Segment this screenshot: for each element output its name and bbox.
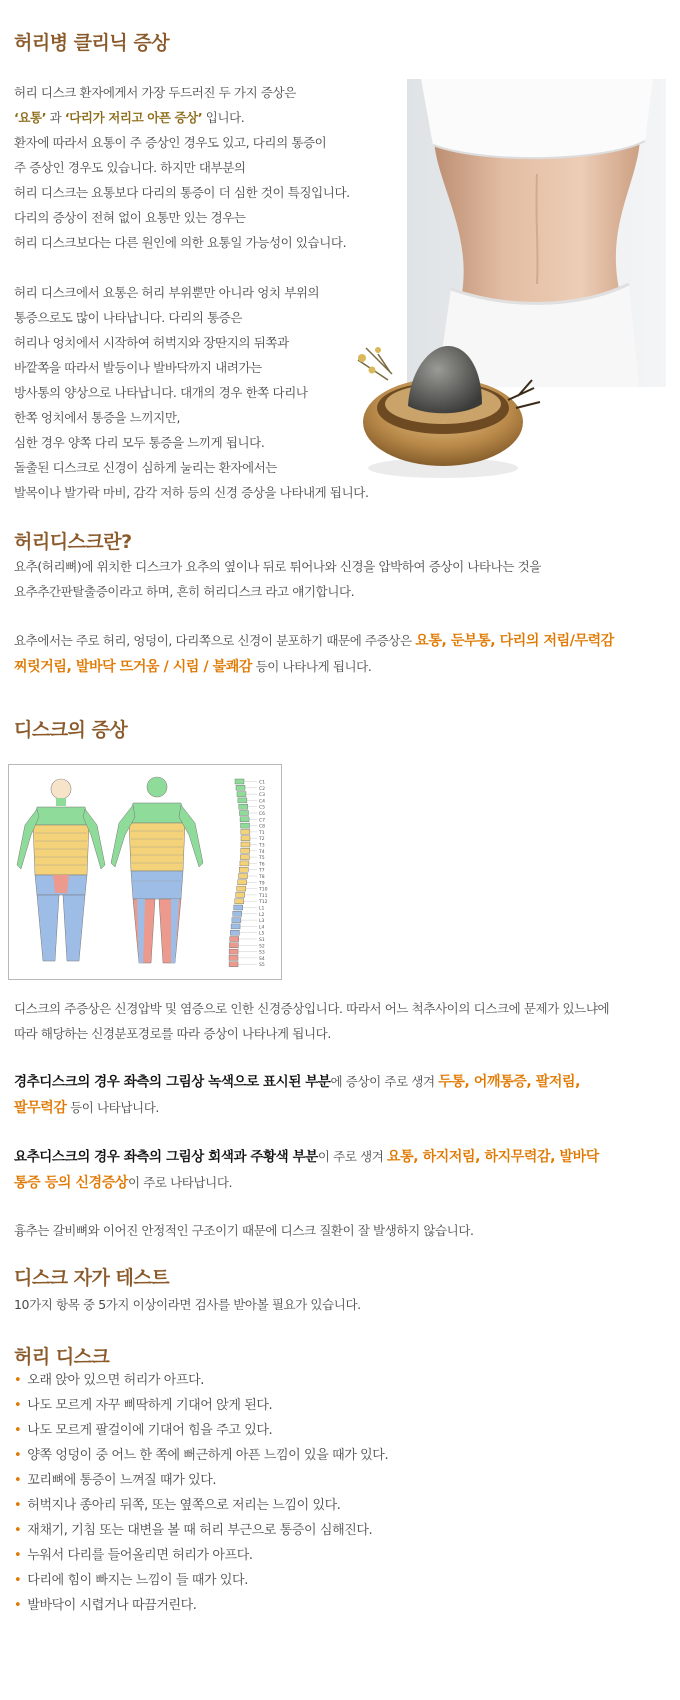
bullet-icon: • [14, 1498, 22, 1513]
vertebra-t9 [238, 880, 247, 885]
vertebra-label: T3 [259, 843, 265, 849]
checklist-item [14, 1393, 388, 1418]
vertebra-t2 [241, 836, 250, 841]
intro-line: 허리 디스크에서 요통은 허리 부위뿐만 아니라 엉치 부위의 [14, 285, 320, 300]
vertebra-t12 [235, 899, 244, 904]
intro-line: 주 증상인 경우도 있습니다. 하지만 대부분의 [14, 160, 246, 175]
vertebra-l1 [234, 905, 243, 910]
intro-line: 허리 디스크보다는 다른 원인에 의한 요통일 가능성이 있습니다. [14, 235, 347, 250]
lumbar-disc-text [14, 1144, 599, 1196]
main-symptoms-suffix: 등이 나타나게 됩니다. [252, 659, 372, 674]
checklist-item [14, 1493, 388, 1518]
herbal-bowl-icon [348, 340, 543, 480]
vertebra-s1 [230, 937, 239, 942]
intro-line-highlight [14, 105, 369, 130]
cervical-line-1 [14, 1069, 580, 1095]
vertebra-label: C2 [259, 786, 266, 792]
intro-line: 허리 디스크 환자에게서 가장 두드러진 두 가지 증상은 [14, 85, 296, 100]
definition-text [14, 554, 541, 604]
definition-line: 요추추간판탈출증이라고 하며, 흔히 허리디스크 라고 얘기합니다. [14, 584, 355, 599]
vertebra-label: S1 [259, 938, 265, 943]
main-symptoms-line-1 [14, 628, 614, 654]
vertebra-t5 [240, 855, 249, 860]
vertebra-label: S5 [259, 963, 265, 969]
lumbar-line-1 [14, 1144, 599, 1170]
main-symptoms-line-2 [14, 654, 614, 680]
cervical-orange-1: 두통, 어깨통증, 팔저림, [438, 1074, 581, 1090]
vertebra-label: L2 [259, 912, 265, 918]
lumbar-orange-1: 요통, 하지저림, 하지무력감, 발바닥 [387, 1149, 599, 1165]
vertebra-label: C3 [259, 793, 266, 799]
vertebra-t8 [239, 874, 248, 879]
lumbar-bold: 요추디스크의 경우 좌측의 그림상 회색과 주황색 부분 [14, 1149, 318, 1165]
checklist-item [14, 1543, 388, 1568]
intro-line: 심한 경우 양쪽 다리 모두 통증을 느끼게 됩니다. [14, 435, 265, 450]
intro-line: 방사통의 양상으로 나타납니다. 대개의 경우 한쪽 다리나 [14, 385, 308, 400]
spine-column-figure [229, 779, 268, 968]
vertebra-c8 [241, 823, 250, 828]
vertebra-t11 [236, 892, 245, 897]
vertebra-label: T11 [259, 893, 268, 899]
vertebra-label: T9 [259, 881, 265, 887]
section-title-clinic: 허리병 클리닉 증상 [14, 32, 170, 54]
vertebra-c1 [235, 779, 244, 784]
checklist-item-text: 꼬리뼈에 통증이 느껴질 때가 있다. [27, 1473, 217, 1488]
checklist-item [14, 1568, 388, 1593]
lumbar-orange-2: 통증 등의 신경증상 [14, 1175, 128, 1191]
vertebra-label: T7 [259, 868, 265, 874]
vertebra-t6 [240, 861, 249, 866]
vertebra-c4 [238, 798, 247, 803]
checklist-item-text: 양쪽 엉덩이 중 어느 한 쪽에 뻐근하게 아픈 느낌이 있을 때가 있다. [27, 1448, 389, 1463]
vertebra-label: C8 [259, 824, 266, 830]
intro-line: 허리 디스크는 요통보다 다리의 통증이 더 심한 것이 특징입니다. [14, 185, 350, 200]
section-title-disc-symptoms: 디스크의 증상 [14, 719, 128, 741]
definition-line: 요추(허리뼈)에 위치한 디스크가 요추의 옆이나 뒤로 튀어나와 신경을 압박하여 증상이 나타나는 것을 [14, 559, 541, 574]
intro-line: 다리의 증상이 전혀 없이 요통만 있는 경우는 [14, 210, 246, 225]
main-symptoms-highlight-2: 찌릿거림, 발바닥 뜨거움 / 시림 / 불쾌감 [14, 659, 253, 675]
bullet-icon: • [14, 1523, 22, 1538]
checklist-item-text: 다리에 힘이 빠지는 느낌이 들 때가 있다. [27, 1573, 248, 1588]
vertebra-t1 [241, 829, 250, 834]
bullet-icon: • [14, 1373, 22, 1388]
herbal-bowl-graphic [348, 340, 543, 480]
vertebra-label: S4 [259, 956, 265, 962]
front-body-figure [17, 779, 105, 961]
bullet-icon: • [14, 1573, 22, 1588]
cervical-end: 등이 나타납니다. [66, 1100, 159, 1115]
section-title-lumbar-disc: 허리 디스크 [14, 1346, 110, 1368]
intro-line: 돌출된 디스크로 신경이 심하게 눌리는 환자에서는 [14, 460, 278, 475]
vertebra-label: S2 [259, 944, 265, 950]
vertebra-label: L5 [259, 931, 265, 937]
vertebra-label: T1 [259, 830, 265, 836]
vertebra-c3 [237, 792, 246, 797]
section-title-what-is: 허리디스크란? [14, 531, 132, 553]
vertebra-c2 [236, 785, 245, 790]
back-body-figure [111, 777, 203, 963]
checklist-item-text: 발바닥이 시렵거나 따끔거린다. [27, 1598, 197, 1613]
highlight-leg-pain: ‘다리가 저리고 아픈 증상’ [64, 110, 203, 125]
vertebra-c5 [239, 804, 248, 809]
vertebra-s4 [229, 955, 238, 960]
lumbar-line-2 [14, 1170, 599, 1196]
vertebra-label: S3 [259, 950, 265, 956]
checklist-item-text: 나도 모르게 팔걸이에 기대어 힘을 주고 있다. [27, 1423, 273, 1438]
disc-symptom-line: 따라 해당하는 신경분포경로를 따라 증상이 나타나게 됩니다. [14, 1026, 331, 1041]
main-symptoms-prefix: 요추에서는 주로 허리, 엉덩이, 다리쪽으로 신경이 분포하기 때문에 주증상은 [14, 633, 416, 648]
bullet-icon: • [14, 1473, 22, 1488]
vertebra-label: T5 [259, 856, 265, 862]
vertebra-s3 [229, 949, 238, 954]
main-symptoms-highlight-1: 요통, 둔부통, 다리의 저림/무력감 [415, 633, 614, 649]
vertebra-label: L4 [259, 925, 265, 931]
vertebra-label: T8 [259, 875, 265, 880]
vertebra-label: T2 [259, 837, 265, 843]
clinic-intro [14, 80, 369, 505]
vertebra-label: L1 [259, 906, 265, 912]
checklist-item [14, 1368, 388, 1393]
vertebra-t3 [241, 842, 250, 847]
thoracic-text: 흉추는 갈비뼈와 이어진 안정적인 구조이기 때문에 디스크 질환이 잘 발생하지 않습니다. [14, 1223, 474, 1238]
vertebra-s5 [229, 962, 238, 967]
checklist-item-text: 허벅지나 종아리 뒤쪽, 또는 옆쪽으로 저리는 느낌이 있다. [27, 1498, 341, 1513]
intro-line: 허리나 엉치에서 시작하여 허벅지와 장딴지의 뒤쪽과 [14, 335, 289, 350]
vertebra-label: C5 [259, 805, 266, 811]
cervical-disc-text [14, 1069, 580, 1121]
intro-line: 환자에 따라서 요통이 주 증상인 경우도 있고, 다리의 통증이 [14, 135, 327, 150]
intro-line: 한쪽 엉치에서 통증을 느끼지만, [14, 410, 181, 425]
vertebra-c7 [240, 817, 249, 822]
connector-text: 과 [46, 110, 65, 125]
vertebra-label: C4 [259, 799, 266, 805]
lumbar-end: 이 주로 나타납니다. [127, 1175, 233, 1190]
vertebra-l5 [230, 930, 239, 935]
checklist-item-text: 누워서 다리를 들어올리면 허리가 아프다. [27, 1548, 253, 1563]
disc-symptom-text [14, 996, 609, 1046]
main-symptoms-text [14, 628, 614, 680]
vertebra-label: T6 [259, 862, 265, 868]
vertebra-t4 [241, 848, 250, 853]
bullet-icon: • [14, 1423, 22, 1438]
checklist-item [14, 1593, 388, 1618]
vertebra-label: C7 [259, 818, 266, 824]
lumbar-mid: 이 주로 생겨 [317, 1149, 388, 1164]
vertebra-c6 [239, 811, 248, 816]
vertebra-label: L3 [259, 919, 265, 925]
vertebra-label: T4 [259, 849, 265, 855]
self-test-subtitle: 10가지 항목 중 5가지 이상이라면 검사를 받아볼 필요가 있습니다. [14, 1297, 361, 1312]
highlight-back-pain: ‘요통’ [14, 110, 47, 125]
intro-line: 통증으로도 많이 나타납니다. 다리의 통증은 [14, 310, 243, 325]
bullet-icon: • [14, 1548, 22, 1563]
vertebra-t7 [239, 867, 248, 872]
bullet-icon: • [14, 1598, 22, 1613]
vertebra-label: C6 [259, 812, 266, 817]
disc-symptom-line: 디스크의 주증상은 신경압박 및 염증으로 인한 신경증상입니다. 따라서 어느 척추사이의 디스크에 문제가 있느냐에 [14, 1001, 610, 1016]
cervical-orange-2: 팔무력감 [14, 1100, 67, 1116]
vertebra-l2 [233, 911, 242, 916]
dermatome-illustration [9, 765, 281, 979]
vertebra-t10 [237, 886, 246, 891]
cervical-bold: 경추디스크의 경우 좌측의 그림상 녹색으로 표시된 부분 [14, 1074, 331, 1090]
checklist-item [14, 1418, 388, 1443]
vertebra-label: C1 [259, 780, 266, 786]
connector-text: 입니다. [202, 110, 245, 125]
cervical-mid: 에 증상이 주로 생겨 [330, 1074, 439, 1089]
intro-line: 바깥쪽을 따라서 발등이나 발바닥까지 내려가는 [14, 360, 262, 375]
intro-line: 발목이나 발가락 마비, 감각 저하 등의 신경 증상을 나타내게 됩니다. [14, 485, 369, 500]
vertebra-l4 [231, 924, 240, 929]
dermatome-figure [8, 764, 282, 980]
checklist-item [14, 1468, 388, 1493]
section-title-self-test: 디스크 자가 테스트 [14, 1267, 170, 1289]
checklist-item [14, 1443, 388, 1468]
vertebra-l3 [232, 918, 241, 923]
checklist-item-text: 오래 앉아 있으면 허리가 아프다. [27, 1373, 204, 1388]
checklist [14, 1368, 388, 1618]
checklist-item-text: 재채기, 기침 또는 대변을 볼 때 허리 부근으로 통증이 심해진다. [27, 1523, 373, 1538]
checklist-item [14, 1518, 388, 1543]
vertebra-label: T12 [259, 900, 268, 906]
vertebra-label: T10 [259, 887, 268, 893]
bullet-icon: • [14, 1398, 22, 1413]
cervical-line-2 [14, 1095, 580, 1121]
vertebra-s2 [229, 943, 238, 948]
bullet-icon: • [14, 1448, 22, 1463]
checklist-item-text: 나도 모르게 자꾸 삐딱하게 기대어 앉게 된다. [27, 1398, 273, 1413]
